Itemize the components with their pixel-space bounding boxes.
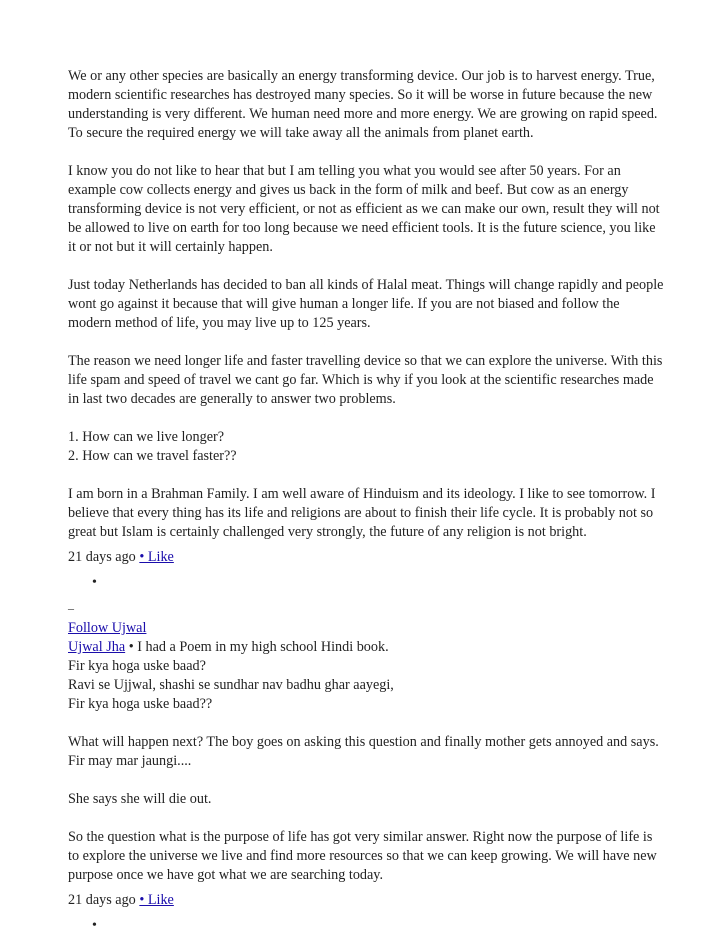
paragraph-line: What will happen next? The boy goes on asking this question and finally mother gets annoyed and says. xyxy=(68,734,659,750)
comment-1-like-link[interactable]: • Like xyxy=(139,549,174,565)
bullet-glyph: • xyxy=(92,918,97,933)
comment-1-paragraph-1: We or any other species are basically an energy transforming device. Our job is to harvest energy. True, modern scientific researches has destroyed many species. So it will be worse in future because the new understanding is very different. We human need more and more energy. We are growing on rapid speed. To secure the required energy we will take away all the animals from planet earth. xyxy=(68,68,658,141)
comment-1 xyxy=(68,67,664,592)
comment-2-paragraph-3: So the question what is the purpose of life has got very similar answer. Right now the purpose of life is to explore the universe we live and find more resources so that we can keep growing. We will have new purpose once we have got what we are searching today. xyxy=(68,829,657,883)
comment-1-paragraph-4: The reason we need longer life and faster travelling device so that we can explore the universe. With this life spam and speed of travel we cant go far. Which is why if you look at the scientific researches made in last two decades are generally to answer two problems. xyxy=(68,353,663,407)
comment-2-paragraph-2: She says she will die out. xyxy=(68,791,212,807)
follow-user-link[interactable]: Follow Ujwal xyxy=(68,620,147,636)
comment-2-meta xyxy=(68,891,664,910)
question-item: 2. How can we travel faster?? xyxy=(68,448,237,464)
comment-1-timestamp: 21 days ago xyxy=(68,549,136,565)
comment-2-author-link[interactable]: Ujwal Jha xyxy=(68,639,126,655)
separator-dash: – xyxy=(68,601,74,615)
poem-line: Fir kya hoga uske baad? xyxy=(68,658,206,674)
comment-1-bullet xyxy=(92,573,664,592)
comment-1-meta xyxy=(68,548,664,567)
comment-1-paragraph-5: I am born in a Brahman Family. I am well aware of Hinduism and its ideology. I like to see tomorrow. I believe that every thing has its life and religions are about to finish their life cycle. It is probably not so great but Islam is certainly challenged very strongly, the future of any religion is not bright. xyxy=(68,486,656,540)
comment-1-question-list xyxy=(68,428,664,466)
poem-line: Ravi se Ujjwal, shashi se sundhar nav badhu ghar aayegi, xyxy=(68,677,394,693)
comment-2-poem xyxy=(68,638,664,714)
comment-2 xyxy=(68,638,664,935)
paragraph-line: Fir may mar jaungi.... xyxy=(68,753,192,769)
comment-2-intro-line xyxy=(68,638,664,657)
comment-1-paragraph-3: Just today Netherlands has decided to ban all kinds of Halal meat. Things will change rapidly and people wont go against it because that will give human a longer life. If you are not biased and follow the modern method of life, you may live up to 125 years. xyxy=(68,277,664,331)
comment-2-intro: • I had a Poem in my high school Hindi book. xyxy=(125,639,389,655)
comment-2-bullet xyxy=(92,916,664,935)
poem-line: Fir kya hoga uske baad?? xyxy=(68,696,213,712)
comment-2-timestamp: 21 days ago xyxy=(68,892,136,908)
comment-2-paragraph-1 xyxy=(68,733,664,771)
comment-1-paragraph-2: I know you do not like to hear that but I am telling you what you would see after 50 years. For an example cow collects energy and gives us back in the form of milk and beef. But cow as an energy transforming device is not very efficient, or not as efficient as we can make our own, result they will not be allowed to live on earth for too long because we need efficient tools. It is the future science, you like it or not but it will certainly happen. xyxy=(68,163,660,255)
follow-row xyxy=(68,619,664,638)
bullet-glyph: • xyxy=(92,575,97,590)
comment-2-like-link[interactable]: • Like xyxy=(139,892,174,908)
question-item: 1. How can we live longer? xyxy=(68,429,225,445)
comment-thread xyxy=(68,67,664,935)
